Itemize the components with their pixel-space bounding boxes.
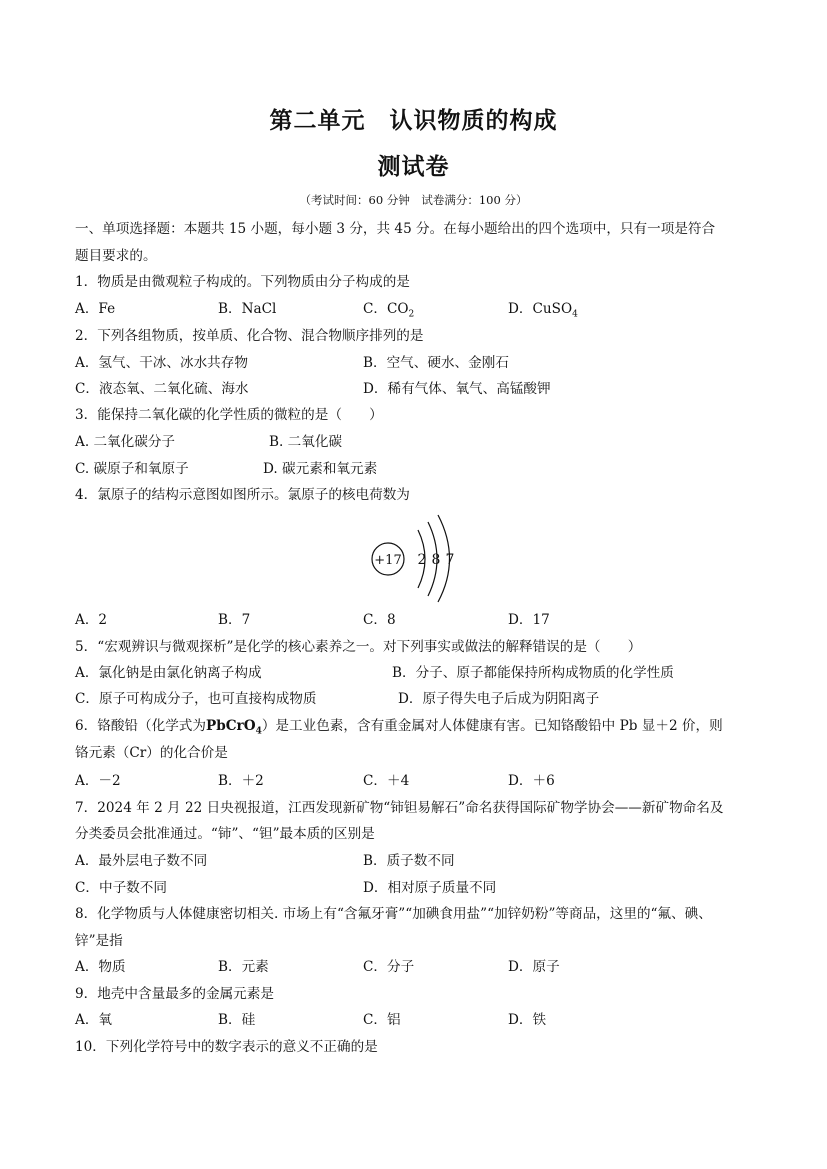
question-3-option-c: C. 碳原子和氧原子 bbox=[75, 461, 189, 477]
question-3-stem: 3．能保持二氧化碳的化学性质的微粒的是（ ） bbox=[75, 407, 383, 423]
question-5-option-c: C．原子可构成分子，也可直接构成物质 bbox=[75, 691, 317, 707]
question-4-option-a: A．2 bbox=[75, 612, 108, 628]
question-2-stem: 2．下列各组物质，按单质、化合物、混合物顺序排列的是 bbox=[75, 328, 424, 344]
question-2-option-d: D．稀有气体、氧气、高锰酸钾 bbox=[363, 381, 551, 397]
question-8-stem-line2: 锌”是指 bbox=[75, 933, 123, 949]
question-9-option-c: C．铝 bbox=[363, 1012, 401, 1028]
question-7-option-d: D．相对原子质量不同 bbox=[363, 880, 497, 896]
question-8-option-d: D．原子 bbox=[508, 959, 560, 975]
question-1-option-b: B．NaCl bbox=[218, 301, 277, 317]
question-8-option-c: C．分子 bbox=[363, 959, 415, 975]
question-7-option-c: C．中子数不同 bbox=[75, 880, 167, 896]
question-7-stem-line2: 分类委员会批准通过。“铈”、“钽”最本质的区别是 bbox=[75, 826, 375, 842]
shell-2-electron-count: 8 bbox=[431, 552, 441, 568]
question-1-stem: 1．物质是由微观粒子构成的。下列物质由分子构成的是 bbox=[75, 274, 410, 290]
question-2-option-b: B．空气、硬水、金刚石 bbox=[363, 355, 509, 371]
question-7-option-b: B．质子数不同 bbox=[363, 853, 455, 869]
section-instruction-line1: 一、单项选择题：本题共 15 小题，每小题 3 分，共 45 分。在每小题给出的四个选项中，只有一项是符合 bbox=[75, 221, 716, 237]
question-3-option-d: D. 碳元素和氧元素 bbox=[263, 461, 378, 477]
question-5-option-a: A．氯化钠是由氯化钠离子构成 bbox=[75, 665, 262, 681]
question-3-option-b: B. 二氧化碳 bbox=[269, 434, 343, 450]
section-instruction-line2: 题目要求的。 bbox=[75, 248, 157, 264]
question-6-stem-line2: 铬元素（Cr）的化合价是 bbox=[75, 745, 228, 761]
question-6-option-a: A．－2 bbox=[75, 773, 121, 789]
question-6-option-c: C．＋4 bbox=[363, 773, 410, 789]
question-1-option-a: A．Fe bbox=[75, 301, 116, 317]
question-9-stem: 9．地壳中含量最多的金属元素是 bbox=[75, 986, 274, 1002]
question-4-stem: 4．氯原子的结构示意图如图所示。氯原子的核电荷数为 bbox=[75, 487, 410, 503]
exam-info: （考试时间：60 分钟 试卷满分：100 分） bbox=[299, 193, 528, 207]
chemical-formula: PbCrO bbox=[206, 718, 256, 734]
question-8-option-a: A．物质 bbox=[75, 959, 126, 975]
question-3-option-a: A. 二氧化碳分子 bbox=[75, 434, 176, 450]
question-7-stem-line1: 7．2024 年 2 月 22 日央视报道，江西发现新矿物“铈钽易解石”命名获得国际矿物学协会——新矿物命名及 bbox=[75, 800, 724, 816]
question-10-stem: 10．下列化学符号中的数字表示的意义不正确的是 bbox=[75, 1039, 378, 1055]
question-7-option-a: A．最外层电子数不同 bbox=[75, 853, 208, 869]
question-2-option-a: A．氢气、干冰、冰水共存物 bbox=[75, 355, 248, 371]
question-5-stem: 5．“宏观辨识与微观探析”是化学的核心素养之一。对下列事实或做法的解释错误的是（ ） bbox=[75, 639, 642, 655]
question-4-option-c: C．8 bbox=[363, 612, 396, 628]
chlorine-atom-structure-diagram bbox=[366, 512, 466, 604]
question-4-option-b: B．7 bbox=[218, 612, 251, 628]
shell-3-electron-count: 7 bbox=[445, 552, 455, 568]
question-9-option-a: A．氧 bbox=[75, 1012, 113, 1028]
nucleus-charge-label: +17 bbox=[374, 553, 402, 568]
page-title: 第二单元 认识物质的构成 bbox=[269, 108, 558, 134]
question-9-option-d: D．铁 bbox=[508, 1012, 547, 1028]
question-9-option-b: B．硅 bbox=[218, 1012, 256, 1028]
question-6-option-d: D．＋6 bbox=[508, 773, 555, 789]
question-6-option-b: B．＋2 bbox=[218, 773, 264, 789]
shell-1-electron-count: 2 bbox=[417, 552, 427, 568]
page-subtitle: 测试卷 bbox=[377, 154, 450, 180]
question-1-option-d: D．CuSO$_4$ bbox=[508, 301, 578, 320]
question-4-option-d: D．17 bbox=[508, 612, 550, 628]
question-8-option-b: B．元素 bbox=[218, 959, 269, 975]
question-5-option-b: B．分子、原子都能保持所构成物质的化学性质 bbox=[392, 665, 674, 681]
question-6-stem-line1: 6．铬酸铅（化学式为PbCrO$_4$）是工业色素，含有重金属对人体健康有害。已知铬酸铅中 Pb 显＋2 价，则 bbox=[75, 718, 723, 737]
question-2-option-c: C．液态氧、二氧化硫、海水 bbox=[75, 381, 249, 397]
question-5-option-d: D．原子得失电子后成为阴阳离子 bbox=[398, 691, 600, 707]
question-1-option-c: C．$CO_2$ bbox=[363, 301, 415, 320]
question-8-stem-line1: 8．化学物质与人体健康密切相关. 市场上有“含氟牙膏”“加碘食用盐”“加锌奶粉”等商品，这里的“氟、碘、 bbox=[75, 906, 712, 922]
